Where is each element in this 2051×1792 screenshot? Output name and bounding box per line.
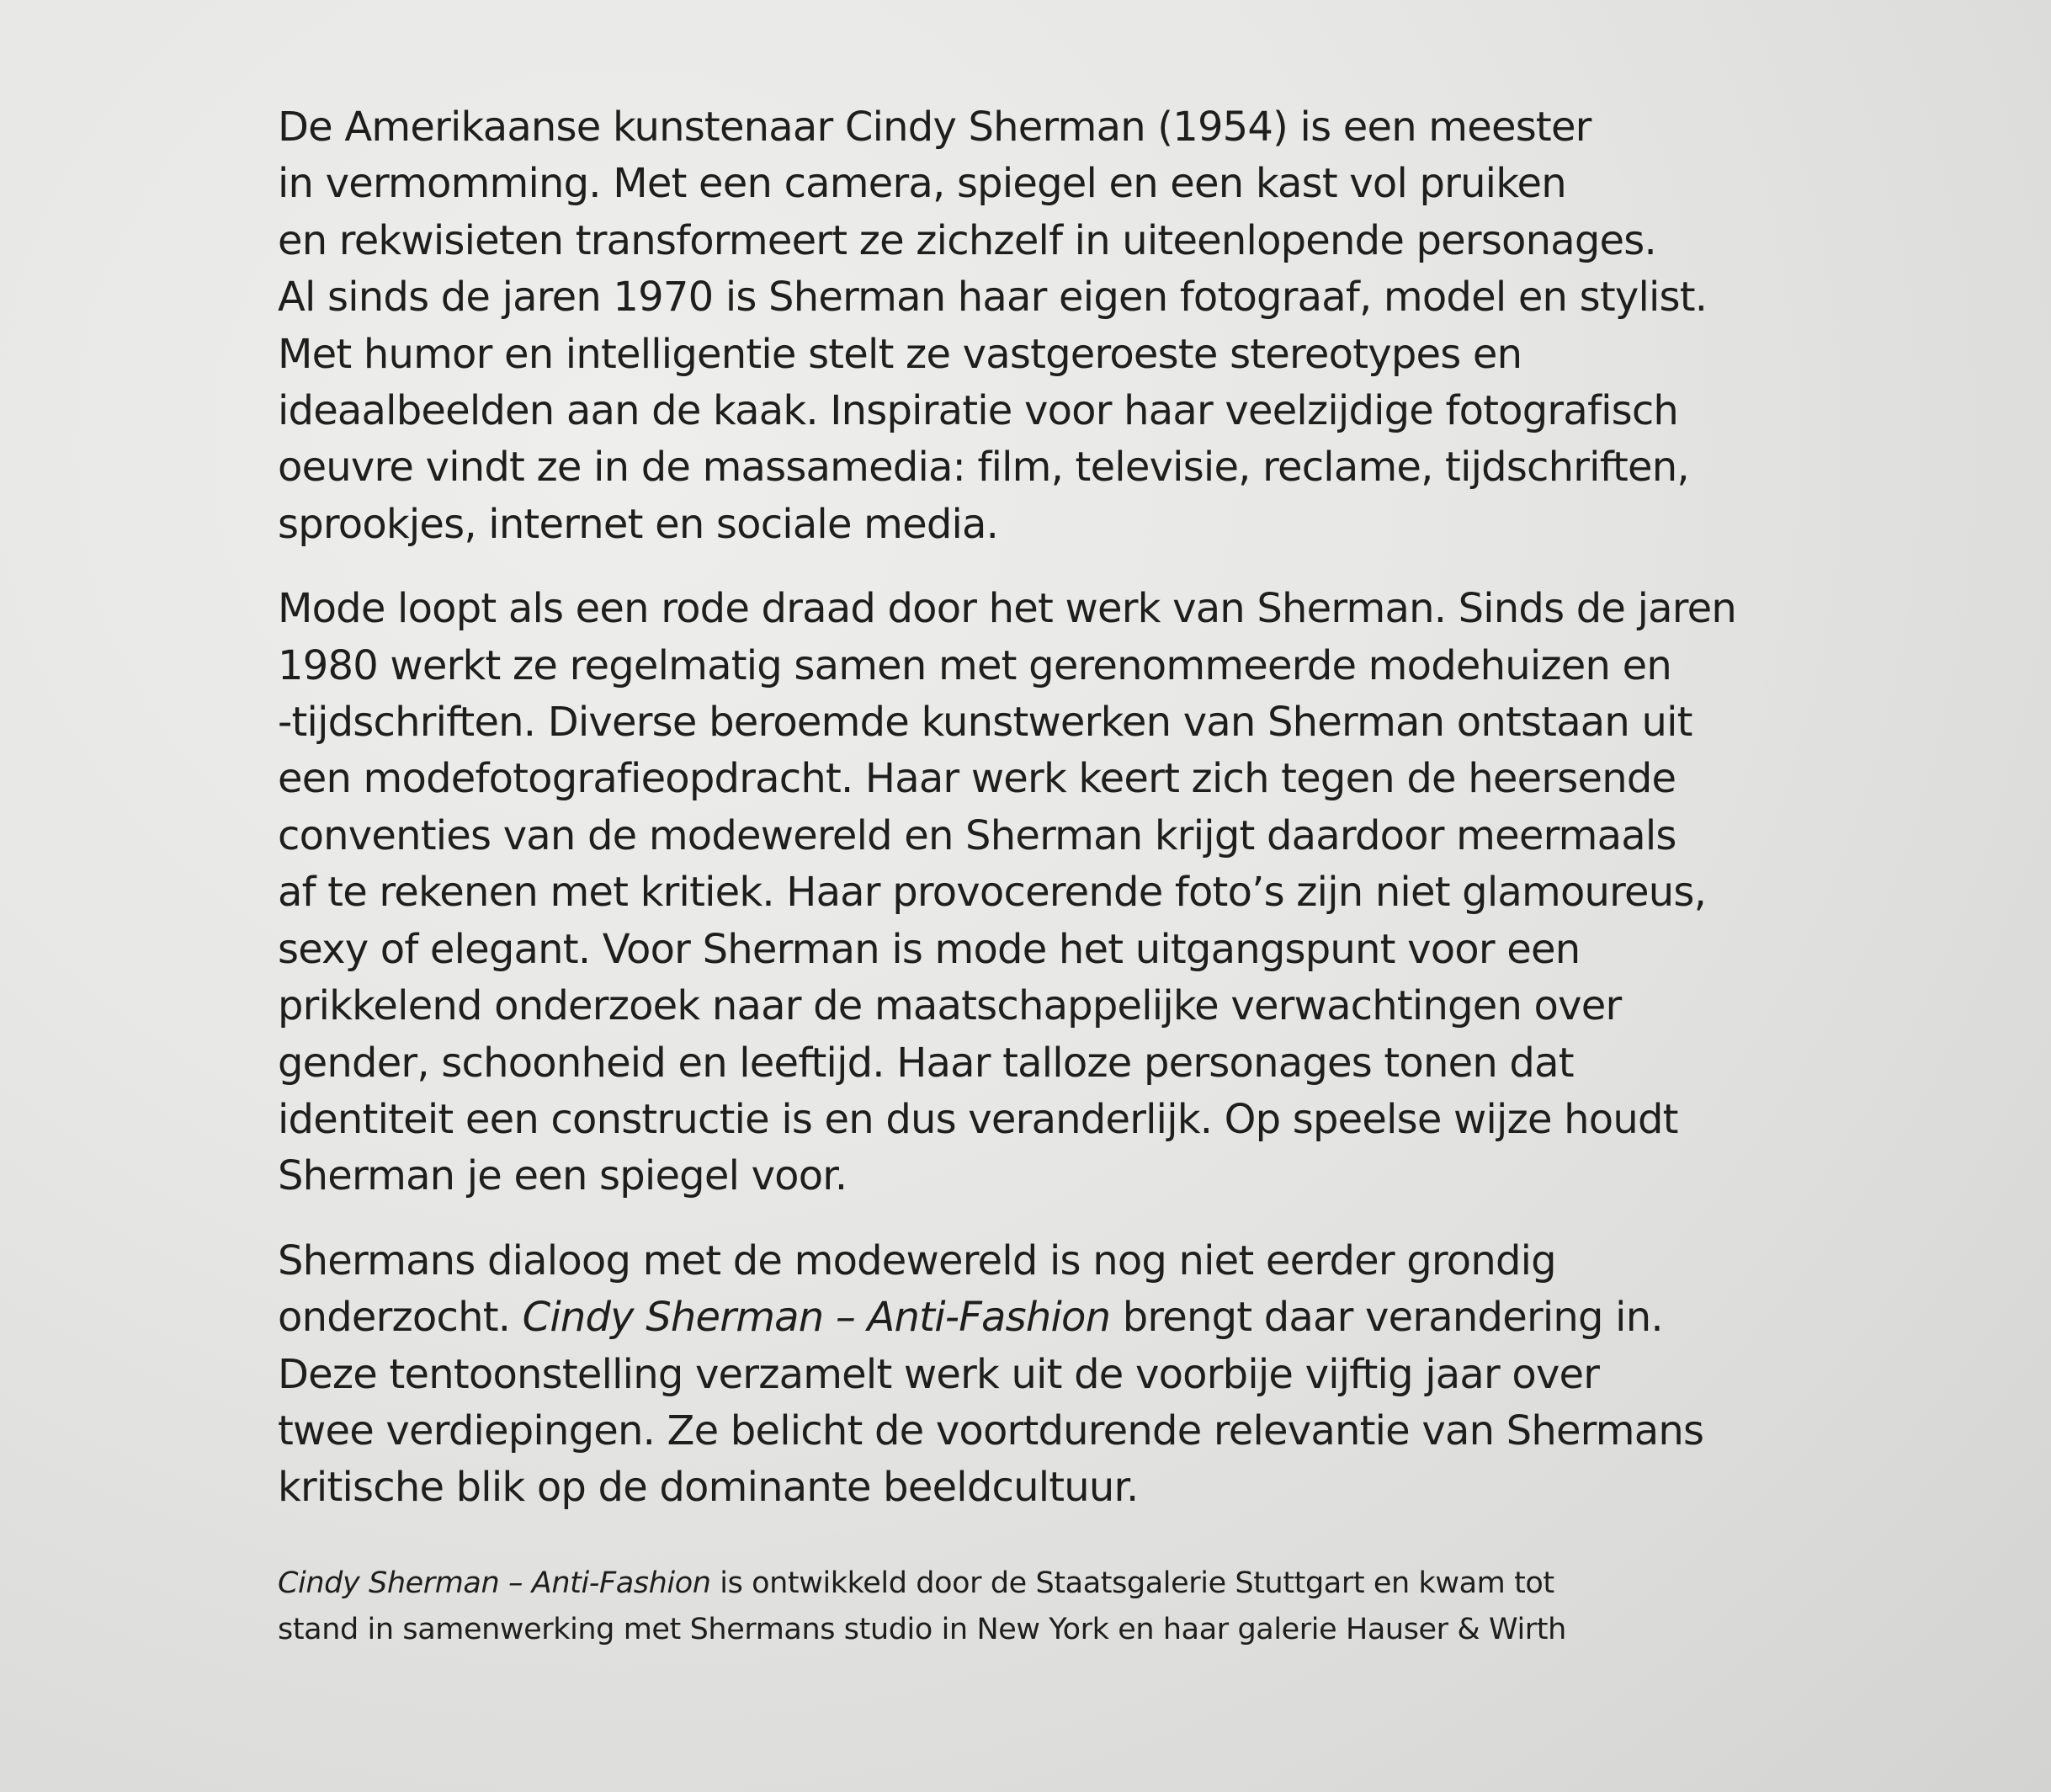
text-line	[278, 1289, 1919, 1346]
credit-line: stand in samenwerking met Shermans studio in New York en haar galerie Hauser & Wirth	[278, 1612, 1566, 1646]
text-line: prikkelend onderzoek naar de maatschappelijke verwachtingen over	[278, 982, 1622, 1030]
text-line: gender, schoonheid en leeftijd. Haar talloze personages tonen dat	[278, 1039, 1574, 1087]
text-line: Sherman je een spiegel voor.	[278, 1152, 847, 1200]
text-line: 1980 werkt ze regelmatig samen met gerenommeerde modehuizen en	[278, 641, 1671, 689]
text-line: identiteit een constructie is en dus veranderlijk. Op speelse wijze houdt	[278, 1095, 1678, 1143]
wall-text-panel	[278, 99, 1919, 1653]
paragraph-fashion	[278, 581, 1919, 1204]
credit-line	[278, 1561, 1919, 1607]
text-line: ideaalbeelden aan de kaak. Inspiratie voor haar veelzijdige fotografisch	[278, 387, 1679, 435]
text-line: De Amerikaanse kunstenaar Cindy Sherman (1954) is een meester	[278, 104, 1591, 151]
text-line: twee verdiepingen. Ze belicht de voortdurende relevantie van Shermans	[278, 1406, 1704, 1454]
text-line: sexy of elegant. Voor Sherman is mode het uitgangspunt voor een	[278, 925, 1581, 973]
text-line: en rekwisieten transformeert ze zichzelf in uiteenlopende personages.	[278, 216, 1656, 264]
text-line: Al sinds de jaren 1970 is Sherman haar eigen fotograaf, model en stylist.	[278, 274, 1708, 322]
text-line: Met humor en intelligentie stelt ze vastgeroeste stereotypes en	[278, 330, 1522, 378]
text-line: kritische blik op de dominante beeldcultuur.	[278, 1464, 1139, 1512]
text-line: Shermans dialoog met de modewereld is nog niet eerder grondig	[278, 1236, 1556, 1284]
paragraph-introduction	[278, 99, 1919, 553]
exhibition-title-italic: Cindy Sherman – Anti-Fashion	[522, 1294, 1111, 1342]
text-line: conventies van de modewereld en Sherman krijgt daardoor meermaals	[278, 811, 1676, 859]
text-line: Mode loopt als een rode draad door het werk van Sherman. Sinds de jaren	[278, 585, 1737, 633]
text-line: af te rekenen met kritiek. Haar provocerende foto’s zijn niet glamoureus,	[278, 869, 1707, 917]
text-fragment: onderzocht.	[278, 1294, 523, 1342]
text-line: oeuvre vindt ze in de massamedia: film, televisie, reclame, tijdschriften,	[278, 444, 1689, 492]
exhibition-title-italic: Cindy Sherman – Anti-Fashion	[278, 1566, 711, 1600]
text-line: Deze tentoonstelling verzamelt werk uit de voorbije vijftig jaar over	[278, 1350, 1600, 1398]
paragraph-exhibition	[278, 1233, 1919, 1517]
text-line: sprookjes, internet en sociale media.	[278, 500, 999, 548]
text-line: -tijdschriften. Diverse beroemde kunstwerken van Sherman ontstaan uit	[278, 699, 1692, 747]
credit-note	[278, 1561, 1919, 1653]
text-fragment: brengt daar verandering in.	[1110, 1294, 1663, 1342]
text-line: in vermomming. Met een camera, spiegel en een kast vol pruiken	[278, 160, 1566, 208]
text-fragment: is ontwikkeld door de Staatsgalerie Stuttgart en kwam tot	[710, 1566, 1554, 1600]
text-line: een modefotografieopdracht. Haar werk keert zich tegen de heersende	[278, 755, 1676, 803]
